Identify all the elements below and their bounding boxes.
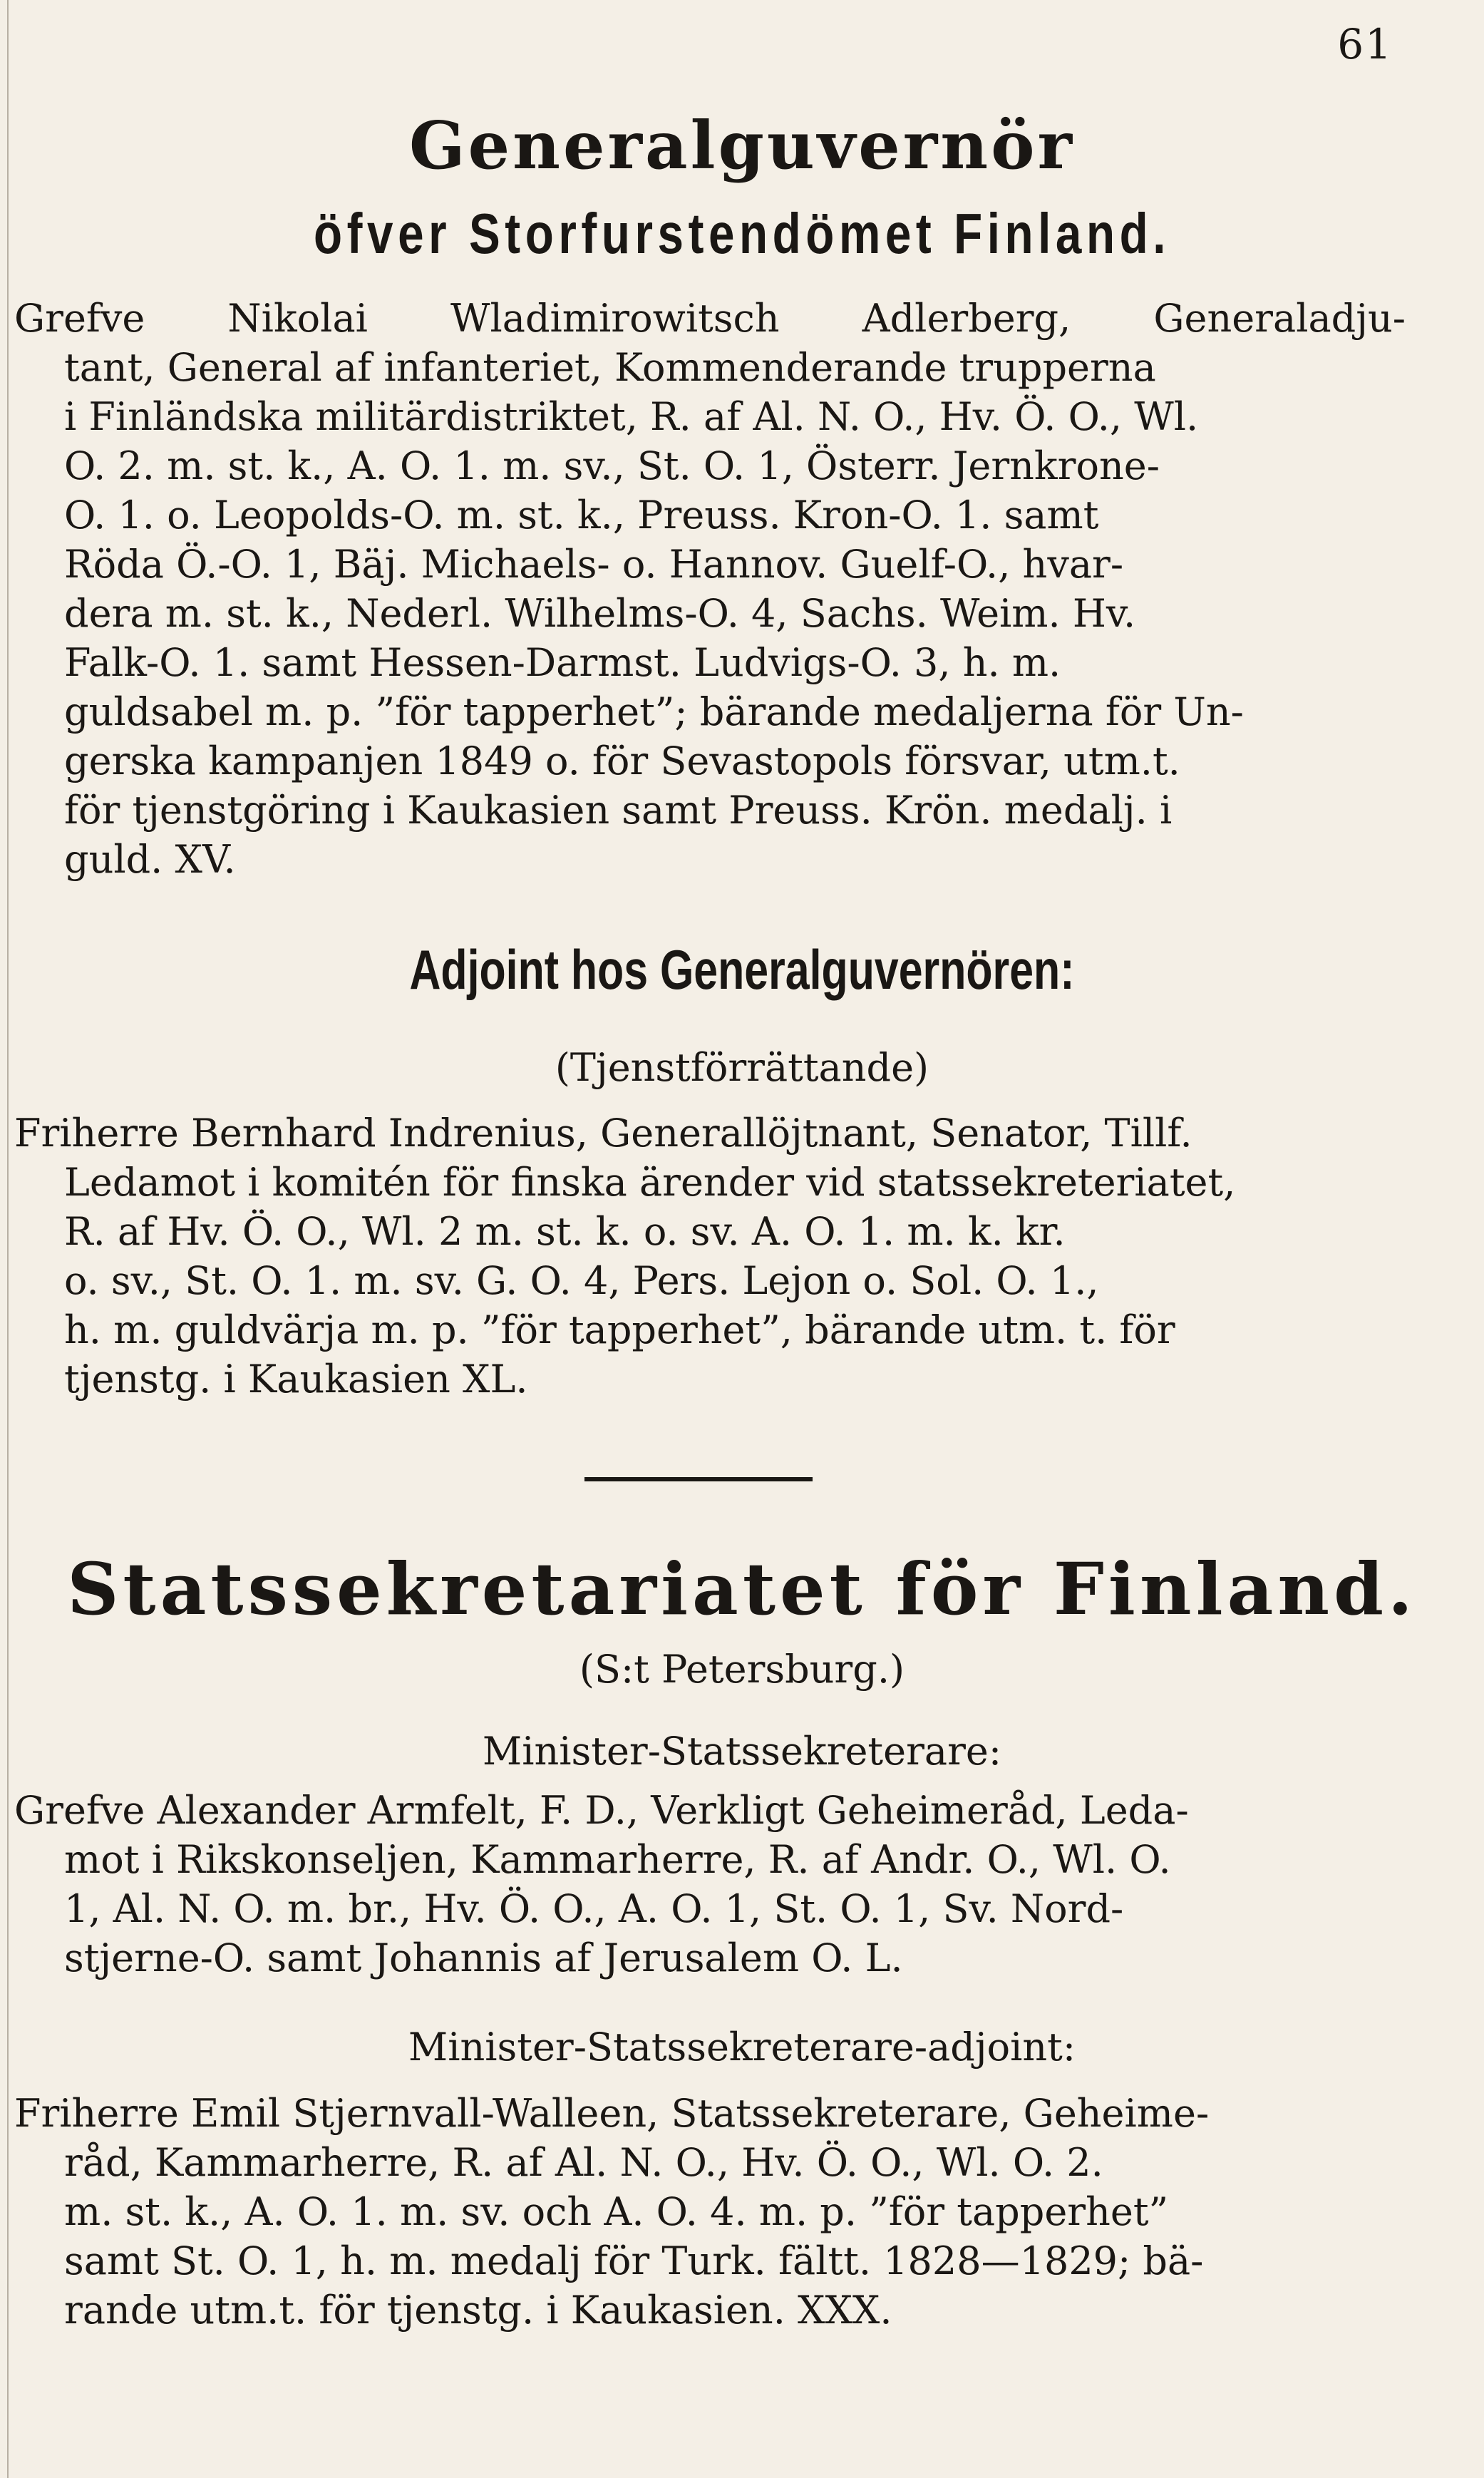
section-title-generalguvernor: Generalguvernör: [409, 107, 1075, 184]
heading-minister-statssekreterare: Minister-Statssekreterare:: [482, 1729, 1002, 1774]
section-subtitle-storfurstendomet: öfver Storfurstendömet Finland.: [313, 202, 1170, 265]
text-line: O. 2. m. st. k., A. O. 1. m. sv., St. O. 1, Österr. Jernkrone-: [64, 443, 1160, 488]
text-line: 1, Al. N. O. m. br., Hv. Ö. O., A. O. 1, St. O. 1, Sv. Nord-: [64, 1886, 1124, 1931]
paragraph-armfelt: [14, 1786, 1406, 1983]
text-line: rande utm.t. för tjenstg. i Kaukasien. XXX.: [64, 2288, 892, 2333]
text-line: i Finländska militärdistriktet, R. af Al. N. O., Hv. Ö. O., Wl.: [64, 394, 1199, 439]
text-line: tjenstg. i Kaukasien XL.: [64, 1357, 528, 1402]
text-line: Friherre Bernhard Indrenius, Generallöjtnant, Senator, Tillf.: [14, 1111, 1192, 1156]
heading-minister-statssekreterare-adjoint: Minister-Statssekreterare-adjoint:: [408, 2025, 1076, 2070]
text-line: tant, General af infanteriet, Kommenderande trupperna: [64, 345, 1156, 390]
text-line: Falk-O. 1. samt Hessen-Darmst. Ludvigs-O. 3, h. m.: [64, 640, 1061, 685]
paragraph-indrenius: [14, 1109, 1406, 1404]
text-line: Grefve Alexander Armfelt, F. D., Verkligt Geheimeråd, Leda-: [14, 1788, 1189, 1833]
text-line: samt St. O. 1, h. m. medalj för Turk. fältt. 1828—1829; bä-: [64, 2238, 1204, 2283]
page-number: 61: [1337, 20, 1393, 68]
text-line: stjerne-O. samt Johannis af Jerusalem O. L.: [64, 1935, 903, 1980]
text-line: m. st. k., A. O. 1. m. sv. och A. O. 4. m. p. ”för tapperhet”: [64, 2189, 1169, 2234]
text-line: dera m. st. k., Nederl. Wilhelms-O. 4, Sachs. Weim. Hv.: [64, 591, 1136, 636]
paragraph-adlerberg: [14, 294, 1406, 884]
section-title-adjoint: Adjoint hos Generalguvernören:: [409, 938, 1075, 1001]
text-line: Friherre Emil Stjernvall-Walleen, Statssekreterare, Geheime-: [14, 2091, 1210, 2136]
text-line: mot i Rikskonseljen, Kammarherre, R. af Andr. O., Wl. O.: [64, 1837, 1171, 1882]
location-st-petersburg: (S:t Petersburg.): [579, 1647, 905, 1692]
text-line: R. af Hv. Ö. O., Wl. 2 m. st. k. o. sv. A. O. 1. m. k. kr.: [64, 1209, 1066, 1254]
text-line: Grefve Nikolai Wladimirowitsch Adlerberg, Generaladju-: [14, 296, 1406, 341]
text-line: h. m. guldvärja m. p. ”för tapperhet”, bärande utm. t. för: [64, 1307, 1175, 1352]
text-line: o. sv., St. O. 1. m. sv. G. O. 4, Pers. Lejon o. Sol. O. 1.,: [64, 1258, 1099, 1303]
paragraph-stjernvall-walleen: [14, 2089, 1406, 2335]
text-line: Röda Ö.-O. 1, Bäj. Michaels- o. Hannov. Guelf-O., hvar-: [64, 542, 1124, 587]
text-line: guldsabel m. p. ”för tapperhet”; bärande medaljerna för Un-: [64, 689, 1244, 734]
note-tjenstforrattande: (Tjenstförrättande): [555, 1045, 929, 1090]
text-line: råd, Kammarherre, R. af Al. N. O., Hv. Ö. O., Wl. O. 2.: [64, 2140, 1103, 2185]
section-divider-rule: [584, 1477, 813, 1481]
section-title-statssekretariatet: Statssekretariatet för Finland.: [67, 1547, 1417, 1631]
text-line: O. 1. o. Leopolds-O. m. st. k., Preuss. Kron-O. 1. samt: [64, 493, 1099, 538]
text-line: för tjenstgöring i Kaukasien samt Preuss. Krön. medalj. i: [64, 788, 1173, 833]
text-line: gerska kampanjen 1849 o. för Sevastopols försvar, utm.t.: [64, 739, 1180, 783]
text-line: guld. XV.: [64, 837, 236, 882]
page-edge-line: [7, 0, 9, 2478]
text-line: Ledamot i komitén för finska ärender vid statssekreteriatet,: [64, 1160, 1236, 1205]
